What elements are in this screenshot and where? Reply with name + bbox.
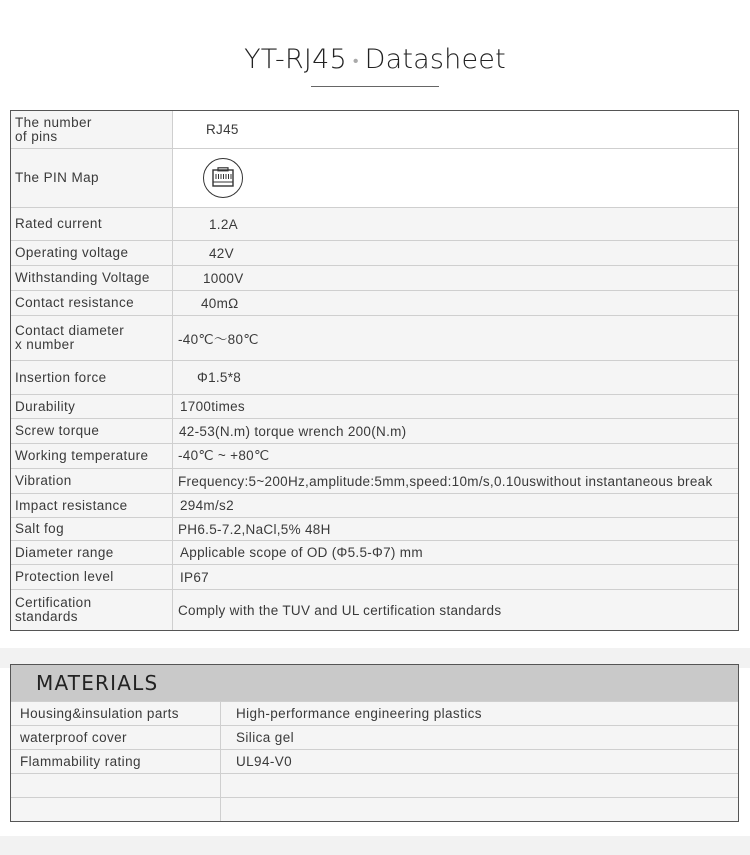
spec-label: Certification standards xyxy=(11,590,173,630)
material-value: High-performance engineering plastics xyxy=(236,706,482,721)
spec-label: Vibration xyxy=(11,469,173,493)
material-value: Silica gel xyxy=(236,730,295,745)
spec-value xyxy=(173,518,738,540)
spec-row xyxy=(11,241,738,266)
spec-value-text: Comply with the TUV and UL certification standards xyxy=(178,602,502,618)
spec-value xyxy=(173,395,738,418)
spec-row xyxy=(11,494,738,518)
material-part xyxy=(11,798,221,821)
spec-row xyxy=(11,395,738,419)
spec-value xyxy=(173,149,738,207)
spec-label: Durability xyxy=(11,395,173,418)
page-subtitle: Datasheet xyxy=(364,44,506,75)
spec-value xyxy=(173,361,738,394)
spec-table xyxy=(10,110,739,631)
title-separator: • xyxy=(352,50,359,70)
material-value: UL94-V0 xyxy=(236,754,293,769)
spec-value-text: -40℃ ~ +80℃ xyxy=(178,448,270,463)
spec-label: Rated current xyxy=(11,208,173,240)
material-part xyxy=(11,774,221,797)
materials-row xyxy=(11,749,738,773)
spec-row xyxy=(11,518,738,541)
spec-value-text: RJ45 xyxy=(206,122,239,137)
spec-value xyxy=(173,494,738,517)
spec-row xyxy=(11,208,738,241)
product-name: YT-RJ45 xyxy=(244,44,347,75)
spec-row xyxy=(11,316,738,361)
spec-value xyxy=(173,241,738,265)
spec-value xyxy=(173,266,738,290)
spec-value-text: 1.2A xyxy=(209,216,238,232)
spec-row xyxy=(11,149,738,208)
spec-value-text: IP67 xyxy=(180,569,209,585)
spec-label: The PIN Map xyxy=(11,149,173,207)
materials-row xyxy=(11,701,738,725)
material-value xyxy=(221,774,738,797)
material-part: waterproof cover xyxy=(11,726,221,749)
materials-row xyxy=(11,797,738,821)
material-value xyxy=(221,798,738,821)
spec-value xyxy=(173,541,738,564)
spec-value xyxy=(173,208,738,240)
spec-row xyxy=(11,565,738,590)
rj45-connector-icon xyxy=(203,158,243,198)
spec-row xyxy=(11,469,738,494)
spec-label: Withstanding Voltage xyxy=(11,266,173,290)
spec-row xyxy=(11,419,738,444)
spec-label: Operating voltage xyxy=(11,241,173,265)
spec-value-text: 42V xyxy=(209,245,234,261)
footer-band xyxy=(0,836,750,855)
spec-value-text: -40℃～80℃ xyxy=(178,332,259,347)
spec-label: Contact resistance xyxy=(11,291,173,315)
spec-label: Screw torque xyxy=(11,419,173,443)
spec-value-text: 294m/s2 xyxy=(180,498,234,513)
spec-value xyxy=(173,316,738,360)
spec-row xyxy=(11,361,738,395)
spec-row xyxy=(11,590,738,630)
spec-value-text: 1000V xyxy=(203,270,244,286)
spec-label: Impact resistance xyxy=(11,494,173,517)
spec-label: The number of pins xyxy=(11,111,173,148)
title-underline xyxy=(311,86,439,87)
spec-value xyxy=(173,444,738,468)
materials-row xyxy=(11,725,738,749)
spec-value-text: Frequency:5~200Hz,amplitude:5mm,speed:10m/s,0.10uswithout instantaneous break xyxy=(178,473,713,489)
spec-label: Working temperature xyxy=(11,444,173,468)
spec-row xyxy=(11,111,738,149)
spec-value-text: Φ1.5*8 xyxy=(197,370,242,385)
spec-value-text: 1700times xyxy=(180,399,245,414)
spec-value xyxy=(173,565,738,589)
spec-label: Diameter range xyxy=(11,541,173,564)
spec-row xyxy=(11,266,738,291)
page-title xyxy=(0,44,750,75)
spec-value xyxy=(173,469,738,493)
spec-row xyxy=(11,541,738,565)
materials-heading: MATERIALS xyxy=(11,665,738,701)
material-part: Housing&insulation parts xyxy=(11,702,221,725)
spec-label: Salt fog xyxy=(11,518,173,540)
spec-label: Protection level xyxy=(11,565,173,589)
materials-table xyxy=(10,664,739,822)
spec-value-text: Applicable scope of OD (Φ5.5-Φ7) mm xyxy=(180,545,423,560)
materials-row xyxy=(11,773,738,797)
spec-value-text: PH6.5-7.2,NaCl,5% 48H xyxy=(178,521,331,537)
spec-value xyxy=(173,291,738,315)
spec-value-text: 42-53(N.m) torque wrench 200(N.m) xyxy=(179,423,407,439)
spec-label: Insertion force xyxy=(11,361,173,394)
spec-value xyxy=(173,590,738,630)
spec-value xyxy=(173,111,738,148)
spec-row xyxy=(11,291,738,316)
spec-value xyxy=(173,419,738,443)
material-part: Flammability rating xyxy=(11,750,221,773)
spec-row xyxy=(11,444,738,469)
spec-label: Contact diameter x number xyxy=(11,316,173,360)
spec-value-text: 40mΩ xyxy=(201,295,239,311)
